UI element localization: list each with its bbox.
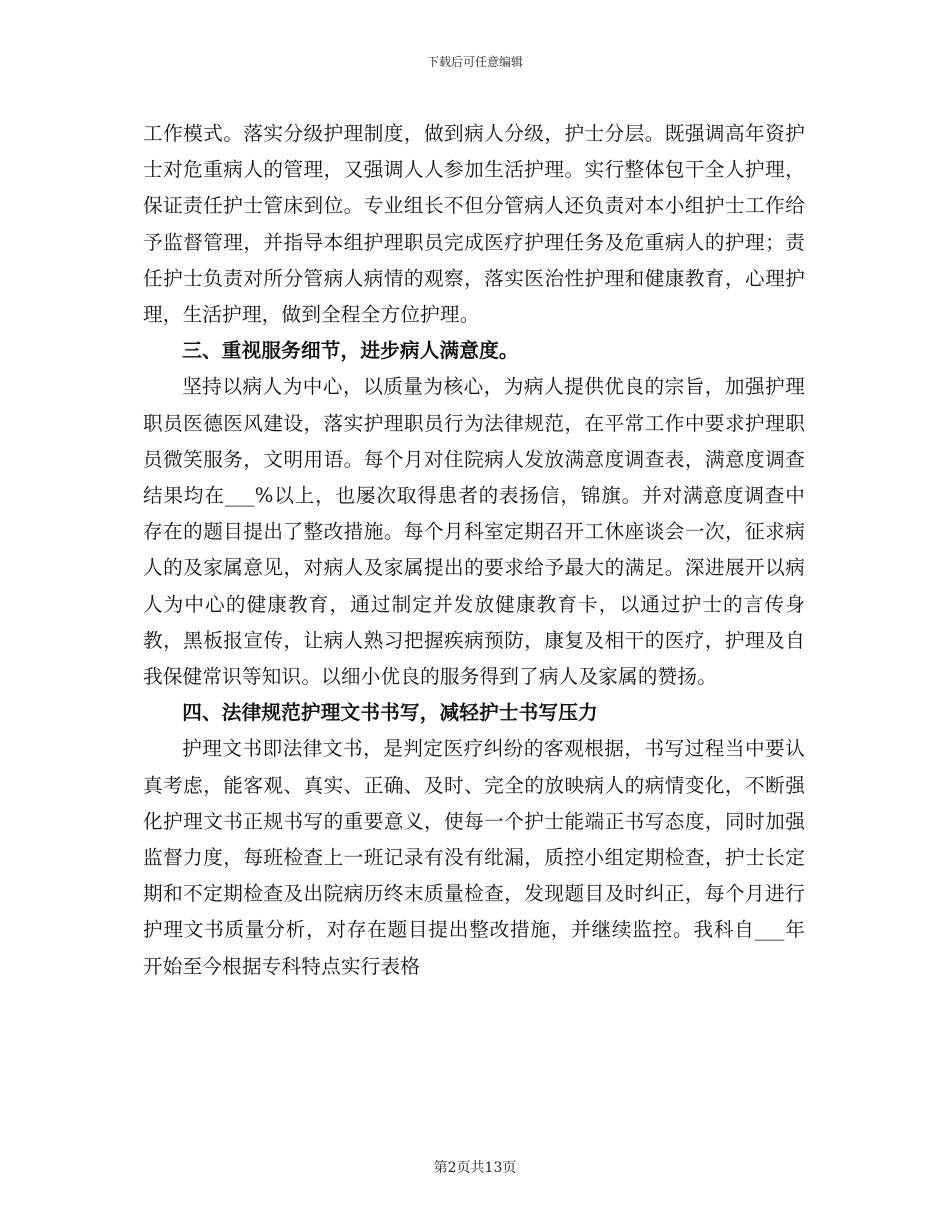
page-header: 下载后可任意编辑 bbox=[426, 55, 523, 69]
paragraph-section-4: 护理文书即法律文书，是判定医疗纠纷的客观根据，书写过程当中要认真考虑，能客观、真实、正确、及时、完全的放映病人的病情变化，不断强化护理文书正规书写的重要意义，使每一个护士能端正书写态度，同时加强监督力度，每班检查上一班记录有没有纰漏，质控小组定期检查，护士长定期和不定期检查及出院病历终末质量检查，发现题目及时纠正，每个月进行护理文书质量分析，对存在题目提出整改措施，并继续监控。我科自___年开始至今根据专科特点实行表格 bbox=[143, 737, 805, 978]
page-number: 第2页共13页 bbox=[433, 1160, 517, 1176]
section-heading-4: 四、法律规范护理文书书写，减轻护士书写压力 bbox=[182, 701, 598, 725]
section-heading-3: 三、重视服务细节，进步病人满意度。 bbox=[182, 339, 519, 363]
paragraph-continued: 工作模式。落实分级护理制度，做到病人分级，护士分层。既强调高年资护士对危重病人的管理，又强调人人参加生活护理。实行整体包干全人护理，保证责任护士管床到位。专业组长不但分管病人还负责对本小组护士工作给予监督管理，并指导本组护理职员完成医疗护理任务及危重病人的护理；责任护士负责对所分管病人病情的观察，落实医治性护理和健康教育，心理护理，生活护理，做到全程全方位护理。 bbox=[143, 122, 805, 327]
paragraph-section-3: 坚持以病人为中心，以质量为核心，为病人提供优良的宗旨，加强护理职员医德医风建设，落实护理职员行为法律规范，在平常工作中要求护理职员微笑服务，文明用语。每个月对住院病人发放满意度调查表，满意度调查结果均在___%以上，也屡次取得患者的表扬信，锦旗。并对满意度调查中存在的题目提出了整改措施。每个月科室定期召开工休座谈会一次，征求病人的及家属意见，对病人及家属提出的要求给予最大的满足。深进展开以病人为中心的健康教育，通过制定并发放健康教育卡，以通过护士的言传身教，黑板报宣传，让病人熟习把握疾病预防，康复及相干的医疗，护理及自我保健常识等知识。以细小优良的服务得到了病人及家属的赞扬。 bbox=[143, 375, 805, 689]
document-body bbox=[143, 116, 805, 985]
